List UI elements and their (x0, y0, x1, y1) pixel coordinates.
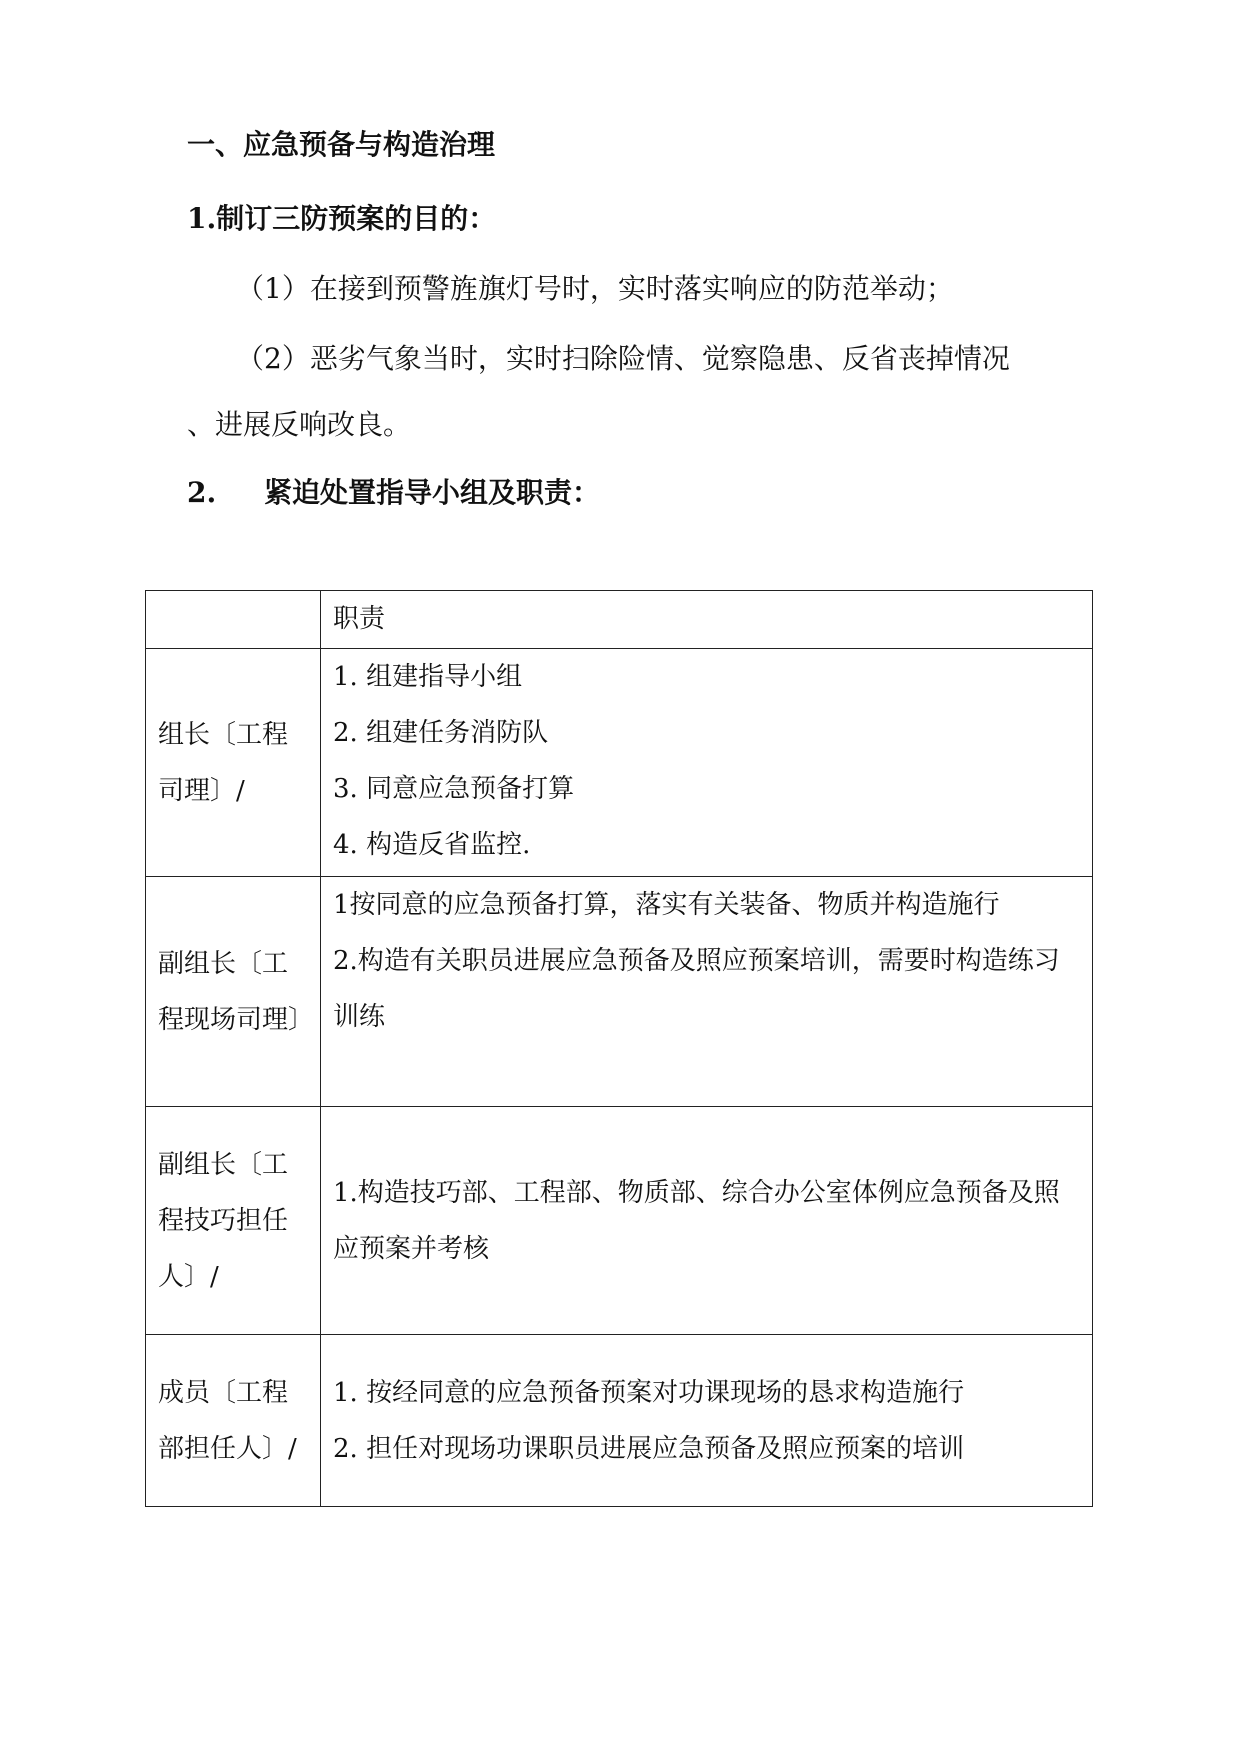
duty-item: 1. 组建指导小组 (333, 662, 523, 692)
item-heading-2-text: 紧迫处置指导小组及职责： (264, 476, 601, 509)
role-cell: 副组长〔工程技巧担任人〕/ (146, 1107, 321, 1335)
table-header-role (146, 591, 321, 649)
duty-item: 2. 担任对现场功课职员进展应急预备及照应预案的培训 (333, 1433, 965, 1464)
duty-item: 2. 组建任务消防队 (333, 718, 549, 748)
item-heading-2-number: 2. (187, 476, 217, 509)
table-header-row (146, 591, 1093, 649)
table-header-duty: 职责 (321, 591, 1093, 649)
duty-item: 1按同意的应急预备打算，落实有关装备、物质并构造施行 (333, 890, 1000, 920)
duty-item: 1. 按经同意的应急预备预案对功课现场的恳求构造施行 (333, 1377, 965, 1408)
paragraph-2-line-1: （2）恶劣气象当时，实时扫除险情、觉察隐患、反省丧掉情况 (236, 342, 1010, 375)
section-heading: 一、应急预备与构造治理 (187, 128, 496, 161)
duty-cell (321, 877, 1093, 1107)
role-cell: 组长〔工程司理〕/ (146, 649, 321, 877)
table-row (146, 1335, 1093, 1507)
duty-cell (321, 1335, 1093, 1507)
item-heading-2 (187, 475, 600, 511)
duty-item: 2.构造有关职员进展应急预备及照应预案培训，需要时构造练习训练 (333, 946, 1060, 1032)
role-cell: 副组长〔工程现场司理〕 (146, 877, 321, 1107)
duty-item: 1.构造技巧部、工程部、物质部、综合办公室体例应急预备及照应预案并考核 (333, 1177, 1060, 1264)
role-cell: 成员〔工程部担任人〕/ (146, 1335, 321, 1507)
table-row (146, 649, 1093, 877)
duty-table (145, 590, 1093, 1507)
item-heading-1: 1.制订三防预案的目的： (187, 202, 497, 235)
duty-cell (321, 1107, 1093, 1335)
duty-cell (321, 649, 1093, 877)
duty-item: 4. 构造反省监控. (333, 830, 531, 860)
paragraph-1: （1）在接到预警旌旗灯号时，实时落实响应的防范举动； (236, 272, 954, 305)
duty-item: 3. 同意应急预备打算 (333, 774, 575, 804)
paragraph-2-line-2: 、进展反响改良。 (187, 408, 412, 441)
table-row (146, 1107, 1093, 1335)
table-row (146, 877, 1093, 1107)
